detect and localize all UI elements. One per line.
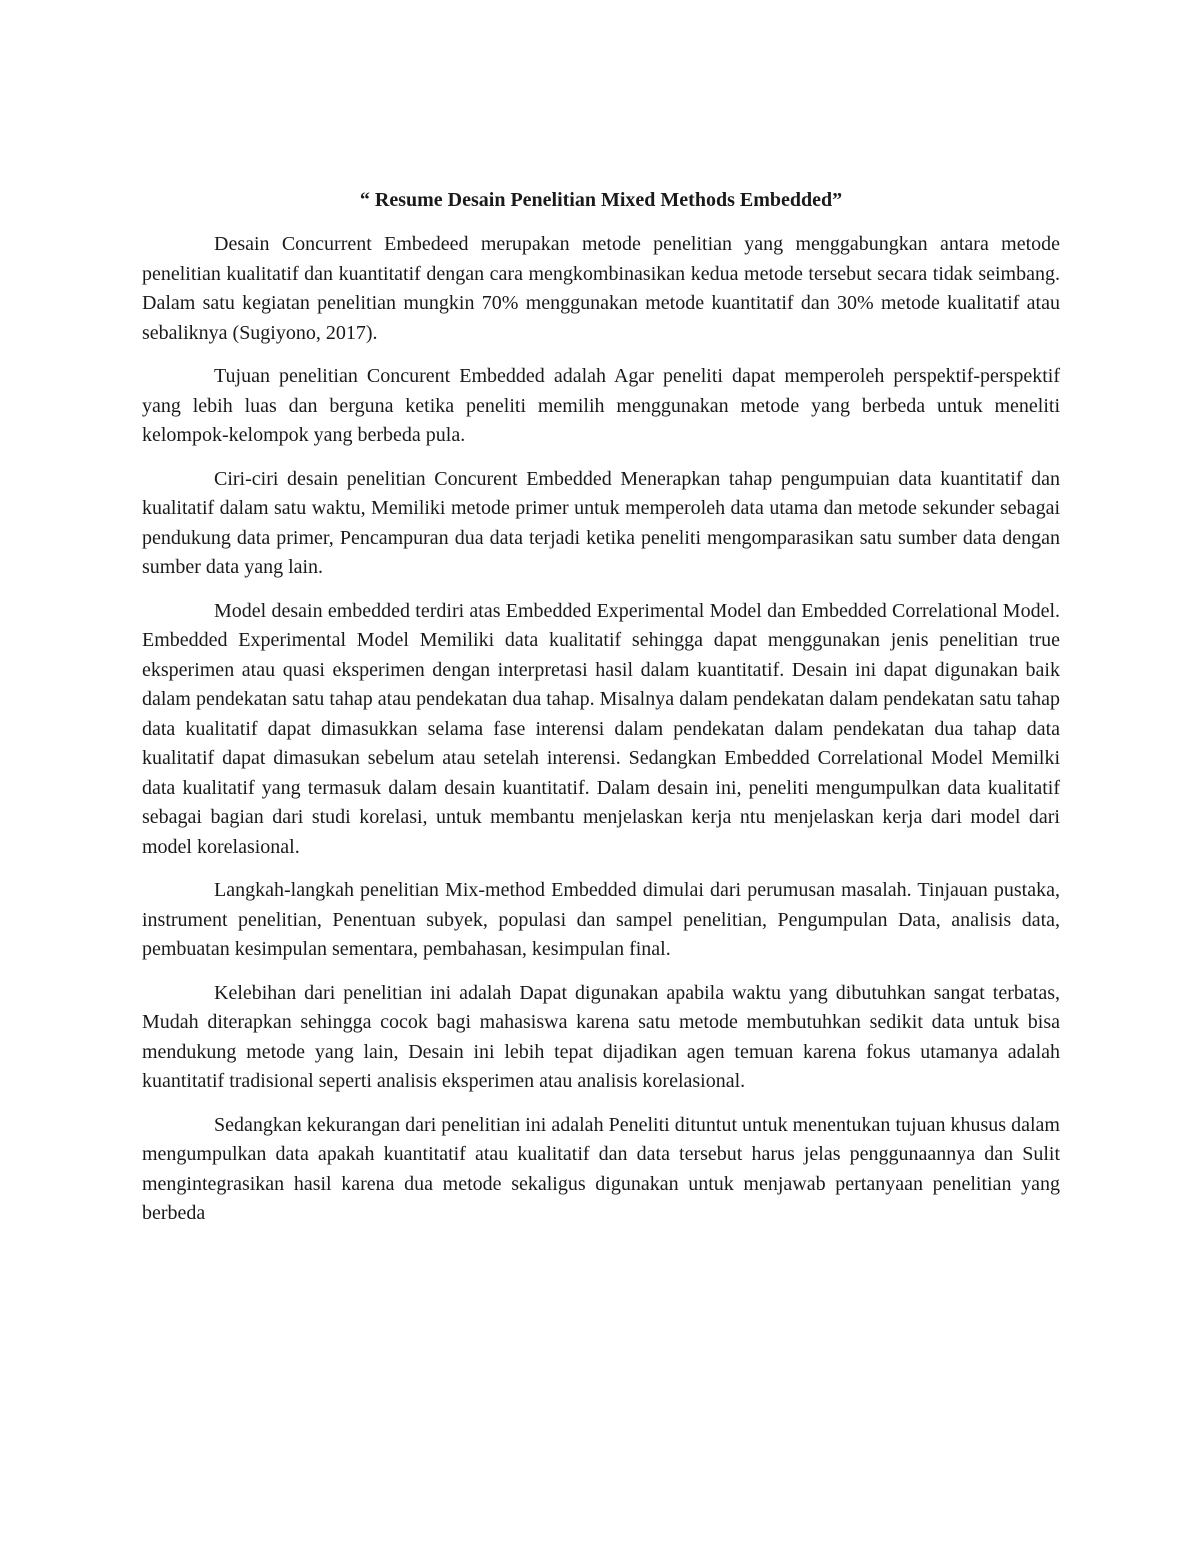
- paragraph-definition: Desain Concurrent Embedeed merupakan metode penelitian yang menggabungkan antara metode penelitian kualitatif dan kuantitatif dengan cara mengkombinasikan kedua metode tersebut secara tidak seimbang. Dalam satu kegiatan penelitian mungkin 70% menggunakan metode kuantitatif dan 30% metode kualitatif atau sebaliknya (Sugiyono, 2017).: [142, 233, 1060, 344]
- paragraph-disadvantages: Sedangkan kekurangan dari penelitian ini adalah Peneliti dituntut untuk menentukan tujuan khusus dalam mengumpulkan data apakah kuantitatif atau kualitatif dan data tersebut harus jelas penggunaannya dan Sulit mengintegrasikan hasil karena dua metode sekaligus digunakan untuk menjawab pertanyaan penelitian yang berbeda: [142, 1113, 1060, 1224]
- paragraph-steps: Langkah-langkah penelitian Mix-method Embedded dimulai dari perumusan masalah. Tinjauan pustaka, instrument penelitian, Penentuan subyek, populasi dan sampel penelitian, Pengumpulan Data, analisis data, pembuatan kesimpulan sementara, pembahasan, kesimpulan final.: [142, 879, 1060, 960]
- paragraph-characteristics: Ciri-ciri desain penelitian Concurent Embedded Menerapkan tahap pengumpuian data kuantitatif dan kualitatif dalam satu waktu, Memiliki metode primer untuk memperoleh data utama dan metode sekunder sebagai pendukung data primer, Pencampuran dua data terjadi ketika peneliti mengomparasikan satu sumber data dengan sumber data yang lain.: [142, 467, 1060, 578]
- document-page: [142, 186, 1060, 1243]
- paragraph-purpose: Tujuan penelitian Concurent Embedded adalah Agar peneliti dapat memperoleh perspektif-perspektif yang lebih luas dan berguna ketika peneliti memilih menggunakan metode yang berbeda untuk meneliti kelompok-kelompok yang berbeda pula.: [142, 365, 1060, 446]
- paragraph-advantages: Kelebihan dari penelitian ini adalah Dapat digunakan apabila waktu yang dibutuhkan sangat terbatas, Mudah diterapkan sehingga cocok bagi mahasiswa karena satu metode membutuhkan sedikit data untuk bisa mendukung metode yang lain, Desain ini lebih tepat dijadikan agen temuan karena fokus utamanya adalah kuantitatif tradisional seperti analisis eksperimen atau analisis korelasional.: [142, 981, 1060, 1092]
- paragraph-models: Model desain embedded terdiri atas Embedded Experimental Model dan Embedded Correlational Model. Embedded Experimental Model Memiliki data kualitatif sehingga dapat menggunakan jenis penelitian true eksperimen atau quasi eksperimen dengan interpretasi hasil dalam kuantitatif. Desain ini dapat digunakan baik dalam pendekatan satu tahap atau pendekatan dua tahap. Misalnya dalam pendekatan dalam pendekatan satu tahap data kualitatif dapat dimasukkan selama fase interensi dalam pendekatan dalam pendekatan dua tahap data kualitatif dapat dimasukan sebelum atau setelah interensi. Sedangkan Embedded Correlational Model Memilki data kualitatif yang termasuk dalam desain kuantitatif. Dalam desain ini, peneliti mengumpulkan data kualitatif sebagai bagian dari studi korelasi, untuk membantu menjelaskan kerja ntu menjelaskan kerja dari model dari model korelasional.: [142, 599, 1060, 858]
- document-title: “ Resume Desain Penelitian Mixed Methods Embedded”: [359, 189, 843, 211]
